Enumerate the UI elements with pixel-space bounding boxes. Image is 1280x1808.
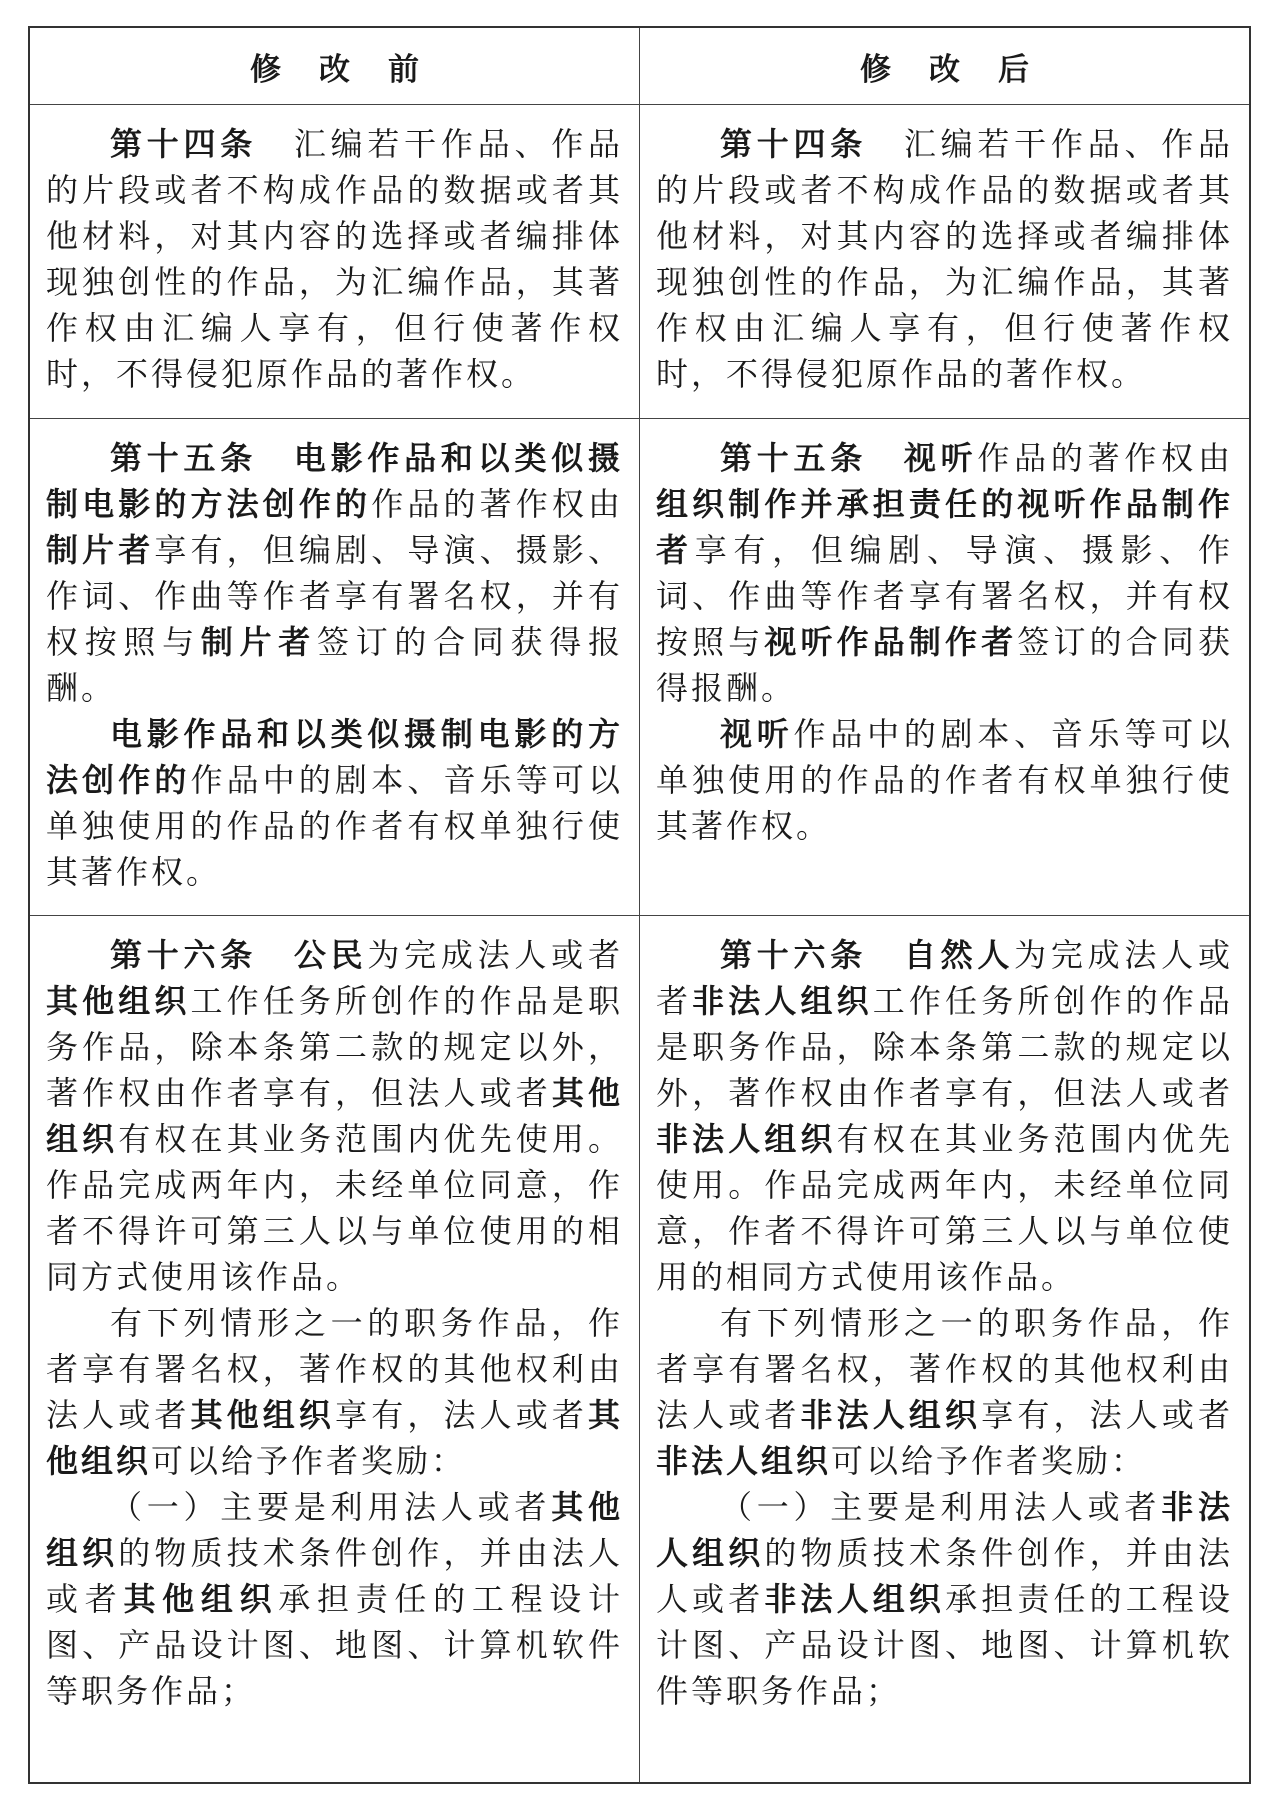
cell-before bbox=[29, 105, 640, 419]
bold-text: 第十六条 bbox=[110, 936, 258, 974]
cell-after bbox=[640, 105, 1251, 419]
bold-text: 第十五条 bbox=[110, 439, 258, 477]
table-body bbox=[29, 105, 1250, 1784]
text-segment: 享有，法人或者 bbox=[981, 1396, 1233, 1434]
bold-text: 其他组织 bbox=[46, 982, 191, 1020]
text-segment: 汇编若干作品、作品的片段或者不构成作品的数据或者其他材料，对其内容的选择或者编排体现独创性的作品，为汇编作品，其著作权由汇编人享有，但行使著作权时，不得侵犯原作品的著作权。 bbox=[46, 125, 623, 393]
table-header bbox=[29, 27, 1250, 105]
paragraph bbox=[656, 435, 1233, 711]
bold-text: 其他组织 bbox=[123, 1580, 279, 1618]
paragraph bbox=[46, 932, 623, 1300]
text-segment: 享有，但编剧、导演、摄影、作词、作曲等作者享有署名权，并有权按照与 bbox=[46, 531, 623, 661]
paragraph bbox=[656, 711, 1233, 849]
text-segment: 的物质技术条件创作，并由法人或者 bbox=[656, 1534, 1233, 1618]
bold-text: 制片者 bbox=[200, 623, 317, 661]
text-segment bbox=[257, 125, 294, 163]
bold-text: 电影作品和以类似摄制电影的方法创作的 bbox=[46, 439, 623, 523]
text-segment: 作品的著作权由 bbox=[371, 485, 623, 523]
bold-text: 非法人组织 bbox=[656, 1488, 1233, 1572]
header-row bbox=[29, 27, 1250, 105]
text-segment: 承担责任的工程设计图、产品设计图、地图、计算机软件等职务作品； bbox=[656, 1580, 1233, 1710]
text-segment: 工作任务所创作的作品是职务作品，除本条第二款的规定以外，著作权由作者享有，但法人或者 bbox=[656, 982, 1233, 1112]
bold-text: 其他组织 bbox=[46, 1488, 623, 1572]
text-segment: 汇编若干作品、作品的片段或者不构成作品的数据或者其他材料，对其内容的选择或者编排体现独创性的作品，为汇编作品，其著作权由汇编人享有，但行使著作权时，不得侵犯原作品的著作权。 bbox=[656, 125, 1233, 393]
text-segment: 享有，法人或者 bbox=[335, 1396, 588, 1434]
bold-text: 组织制作并承担责任的视听作品制作者 bbox=[656, 485, 1233, 569]
bold-text: 其他组织 bbox=[190, 1396, 336, 1434]
paragraph bbox=[46, 711, 623, 895]
paragraph bbox=[656, 932, 1233, 1300]
header-after: 修改后 bbox=[640, 27, 1251, 105]
text-segment: 可以给予作者奖励： bbox=[151, 1442, 467, 1480]
text-segment bbox=[867, 125, 904, 163]
bold-text: 非法人组织 bbox=[656, 1442, 832, 1480]
article-15-row bbox=[29, 419, 1250, 916]
article-16-row bbox=[29, 916, 1250, 1784]
cell-after bbox=[640, 419, 1251, 916]
text-segment: 可以给予作者奖励： bbox=[831, 1442, 1147, 1480]
text-segment bbox=[257, 439, 294, 477]
bold-text: 第十六条 bbox=[720, 936, 868, 974]
paragraph bbox=[46, 1484, 623, 1714]
text-segment: 作品的著作权由 bbox=[977, 439, 1233, 477]
text-segment: 签订的合同获得报酬。 bbox=[46, 623, 623, 707]
paragraph bbox=[656, 1300, 1233, 1484]
bold-text: 视听 bbox=[903, 439, 978, 477]
paragraph bbox=[656, 121, 1233, 397]
bold-text: 第十五条 bbox=[720, 439, 868, 477]
bold-text: 第十四条 bbox=[110, 125, 258, 163]
cell-after bbox=[640, 916, 1251, 1784]
bold-text: 其他组织 bbox=[46, 1074, 623, 1158]
bold-text: 制片者 bbox=[46, 531, 155, 569]
text-segment: 的物质技术条件创作，并由法人或者 bbox=[46, 1534, 623, 1618]
bold-text: 非法人组织 bbox=[692, 982, 873, 1020]
paragraph bbox=[46, 1300, 623, 1484]
text-segment: 有下列情形之一的职务作品，作者享有署名权，著作权的其他权利由法人或者 bbox=[656, 1304, 1233, 1434]
text-segment: 有权在其业务范围内优先使用。作品完成两年内，未经单位同意，作者不得许可第三人以与单位使用的相同方式使用该作品。 bbox=[656, 1120, 1233, 1296]
text-segment: （一）主要是利用法人或者 bbox=[720, 1488, 1162, 1526]
bold-text: 视听 bbox=[720, 715, 794, 753]
paragraph bbox=[46, 435, 623, 711]
text-segment: 享有，但编剧、导演、摄影、作词、作曲等作者享有署名权，并有权按照与 bbox=[656, 531, 1233, 661]
bold-text: 其他组织 bbox=[46, 1396, 623, 1480]
text-segment: 工作任务所创作的作品是职务作品，除本条第二款的规定以外，著作权由作者享有，但法人或者 bbox=[46, 982, 623, 1112]
text-segment: （一）主要是利用法人或者 bbox=[110, 1488, 552, 1526]
text-segment: 有权在其业务范围内优先使用。作品完成两年内，未经单位同意，作者不得许可第三人以与单位使用的相同方式使用该作品。 bbox=[46, 1120, 623, 1296]
text-segment: 作品中的剧本、音乐等可以单独使用的作品的作者有权单独行使其著作权。 bbox=[46, 761, 623, 891]
text-segment bbox=[867, 439, 904, 477]
text-segment: 承担责任的工程设计图、产品设计图、地图、计算机软件等职务作品； bbox=[46, 1580, 623, 1710]
text-segment: 为完成法人或者 bbox=[367, 936, 623, 974]
paragraph bbox=[46, 121, 623, 397]
bold-text: 自然人 bbox=[903, 936, 1015, 974]
bold-text: 视听作品制作者 bbox=[764, 623, 1018, 661]
comparison-table bbox=[28, 26, 1251, 1784]
header-before: 修改前 bbox=[29, 27, 640, 105]
text-segment bbox=[257, 936, 294, 974]
bold-text: 电影作品和以类似摄制电影的方法创作的 bbox=[46, 715, 623, 799]
text-segment: 有下列情形之一的职务作品，作者享有署名权，著作权的其他权利由法人或者 bbox=[46, 1304, 623, 1434]
cell-before bbox=[29, 419, 640, 916]
text-segment: 签订的合同获得报酬。 bbox=[656, 623, 1233, 707]
bold-text: 非法人组织 bbox=[800, 1396, 982, 1434]
article-14-row bbox=[29, 105, 1250, 419]
bold-text: 公民 bbox=[293, 936, 368, 974]
bold-text: 非法人组织 bbox=[764, 1580, 946, 1618]
bold-text: 非法人组织 bbox=[656, 1120, 837, 1158]
text-segment: 作品中的剧本、音乐等可以单独使用的作品的作者有权单独行使其著作权。 bbox=[656, 715, 1233, 845]
text-segment: 为完成法人或者 bbox=[656, 936, 1233, 1020]
paragraph bbox=[656, 1484, 1233, 1714]
bold-text: 第十四条 bbox=[720, 125, 868, 163]
text-segment bbox=[867, 936, 904, 974]
cell-before bbox=[29, 916, 640, 1784]
